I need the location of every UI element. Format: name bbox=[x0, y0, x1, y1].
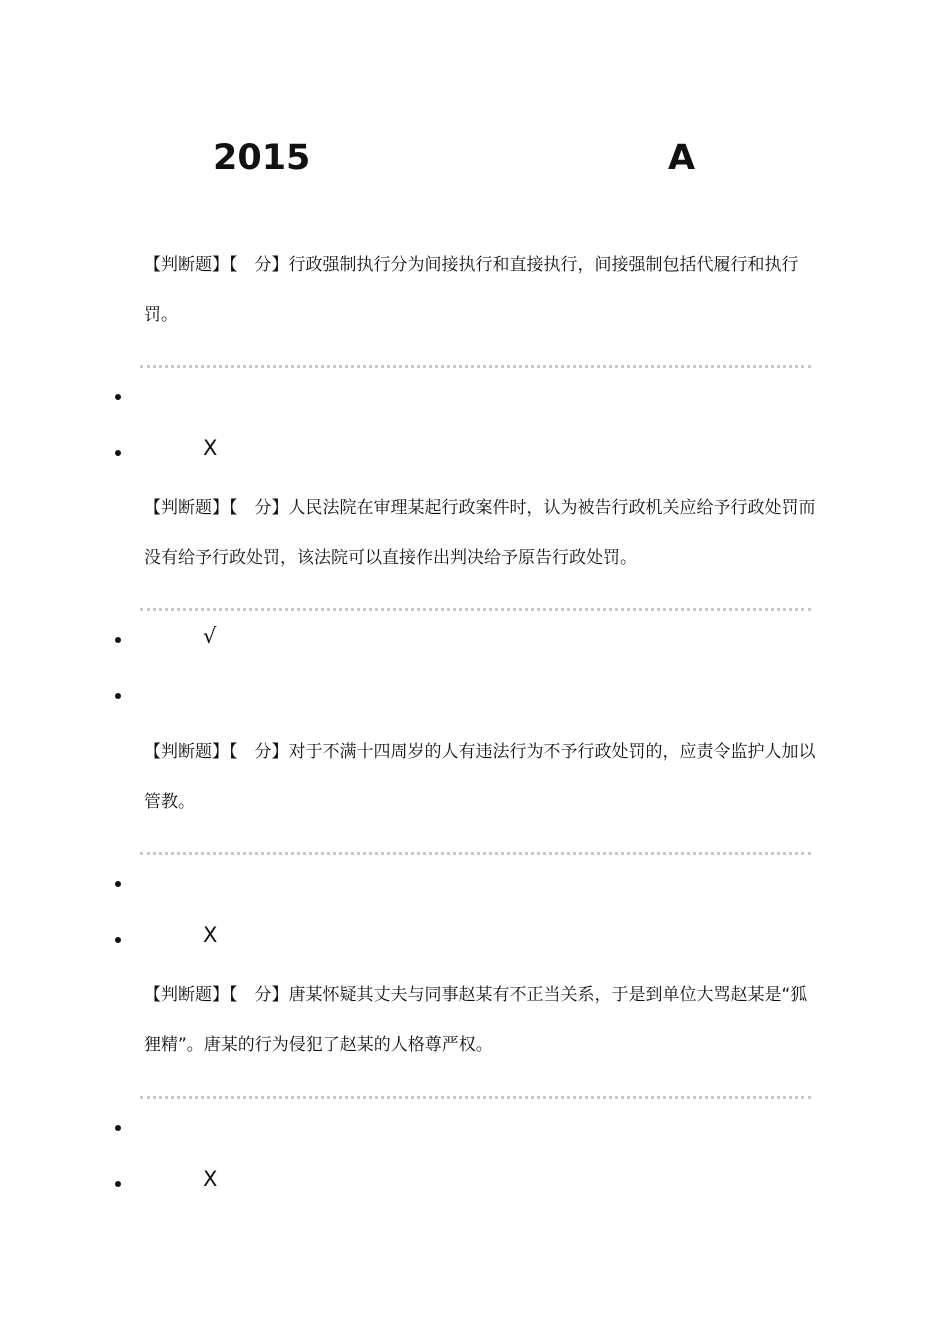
question-3-option-1-bullet[interactable] bbox=[115, 881, 123, 889]
question-4-text: 【判断题】【 分】唐某怀疑其丈夫与同事赵某有不正当关系，于是到单位大骂赵某是“狐狸精”。唐某的行为侵犯了赵某的人格尊严权。 bbox=[144, 985, 808, 1055]
question-2-divider bbox=[140, 608, 811, 611]
title-year: 2015 bbox=[213, 138, 311, 178]
question-2-option-2-bullet[interactable] bbox=[115, 693, 123, 701]
question-1-divider bbox=[140, 365, 811, 368]
question-2-option-1-bullet[interactable] bbox=[115, 637, 123, 645]
question-3-divider bbox=[140, 852, 811, 855]
question-1-option-1-bullet[interactable] bbox=[115, 394, 123, 402]
question-1-option-2-bullet[interactable] bbox=[115, 450, 123, 458]
question-1-option-2-mark: X bbox=[203, 436, 218, 460]
question-3-option-2-mark: X bbox=[203, 923, 218, 947]
question-4-divider bbox=[140, 1096, 811, 1099]
question-1-text: 【判断题】【 分】行政强制执行分为间接执行和直接执行，间接强制包括代履行和执行罚。 bbox=[144, 255, 799, 325]
question-2-option-1-mark: √ bbox=[203, 624, 217, 648]
question-4-option-2-mark: X bbox=[203, 1167, 218, 1191]
title-letter: A bbox=[668, 138, 696, 178]
question-3-text: 【判断题】【 分】对于不满十四周岁的人有违法行为不予行政处罚的，应责令监护人加以管教。 bbox=[144, 742, 816, 812]
question-3-option-2-bullet[interactable] bbox=[115, 937, 123, 945]
question-2-text: 【判断题】【 分】人民法院在审理某起行政案件时，认为被告行政机关应给予行政处罚而没有给予行政处罚，该法院可以直接作出判决给予原告行政处罚。 bbox=[144, 498, 816, 568]
question-4-option-2-bullet[interactable] bbox=[115, 1181, 123, 1189]
question-4-option-1-bullet[interactable] bbox=[115, 1125, 123, 1133]
